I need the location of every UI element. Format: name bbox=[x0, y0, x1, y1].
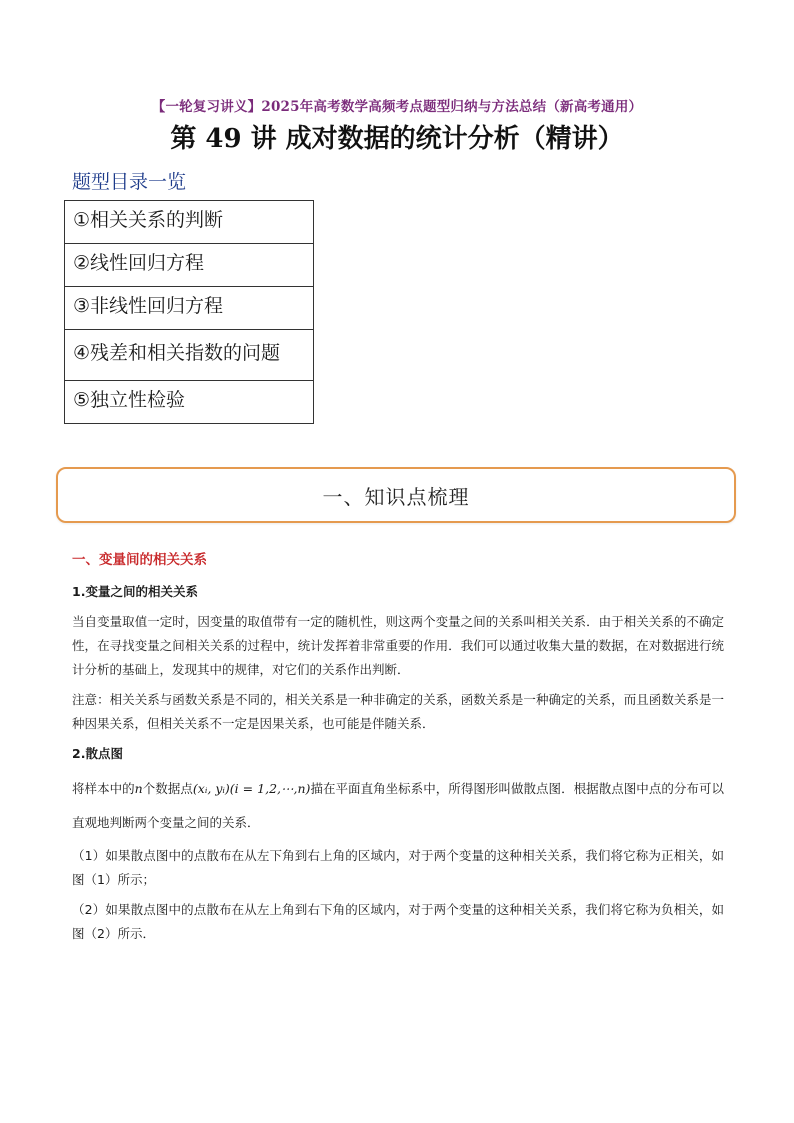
point2-text-post: 描在平面直角坐标系中，所得图形叫做散点图．根据散点图中点的分布可以直观地判断两个变量之间的关系． bbox=[72, 781, 724, 830]
toc-item-1[interactable]: ①相关关系的判断 bbox=[65, 201, 313, 244]
point2-paragraph bbox=[72, 772, 724, 840]
point1-title: 1.变量之间的相关关系 bbox=[72, 584, 198, 599]
series-header: 【一轮复习讲义】2025年高考数学高频考点题型归纳与方法总结（新高考通用） bbox=[151, 99, 643, 115]
page-title: 第 49 讲 成对数据的统计分析（精讲） bbox=[170, 124, 624, 154]
math-n: n bbox=[134, 781, 143, 796]
content-body bbox=[72, 548, 724, 952]
math-points: (xᵢ, yᵢ)(i = 1,2,⋯,n) bbox=[192, 781, 311, 796]
section-banner bbox=[56, 467, 736, 523]
point1-paragraph: 当自变量取值一定时，因变量的取值带有一定的随机性，则这两个变量之间的关系叫相关关系．由于相关关系的不确定性，在寻找变量之间相关关系的过程中，统计发挥着非常重要的作用．我们可以通过收集大量的数据，在对数据进行统计分析的基础上，发现其中的规律，对它们的关系作出判断． bbox=[72, 614, 724, 677]
point2-text-pre: 将样本中的 bbox=[72, 781, 135, 796]
point2-item-1: （1）如果散点图中的点散布在从左下角到右上角的区域内，对于两个变量的这种相关关系，我们将它称为正相关，如图（1）所示； bbox=[72, 848, 724, 887]
toc-item-4[interactable]: ④残差和相关指数的问题 bbox=[65, 330, 313, 381]
toc-heading: 题型目录一览 bbox=[72, 171, 187, 193]
toc-item-3[interactable]: ③非线性回归方程 bbox=[65, 287, 313, 330]
point1-note: 注意：相关关系与函数关系是不同的，相关关系是一种非确定的关系，函数关系是一种确定的关系，而且函数关系是一种因果关系，但相关关系不一定是因果关系，也可能是伴随关系． bbox=[72, 692, 724, 731]
subsection-title: 一、变量间的相关关系 bbox=[72, 552, 207, 568]
section-banner-label: 一、知识点梳理 bbox=[322, 484, 470, 509]
toc-item-5[interactable]: ⑤独立性检验 bbox=[73, 389, 186, 411]
point2-title: 2.散点图 bbox=[72, 746, 123, 761]
point2-item-2: （2）如果散点图中的点散布在从左上角到右下角的区域内，对于两个变量的这种相关关系，我们将它称为负相关，如图（2）所示． bbox=[72, 902, 724, 941]
point2-text-mid: 个数据点 bbox=[142, 781, 193, 796]
toc-item-2[interactable]: ②线性回归方程 bbox=[65, 244, 313, 287]
toc-table bbox=[64, 200, 314, 424]
